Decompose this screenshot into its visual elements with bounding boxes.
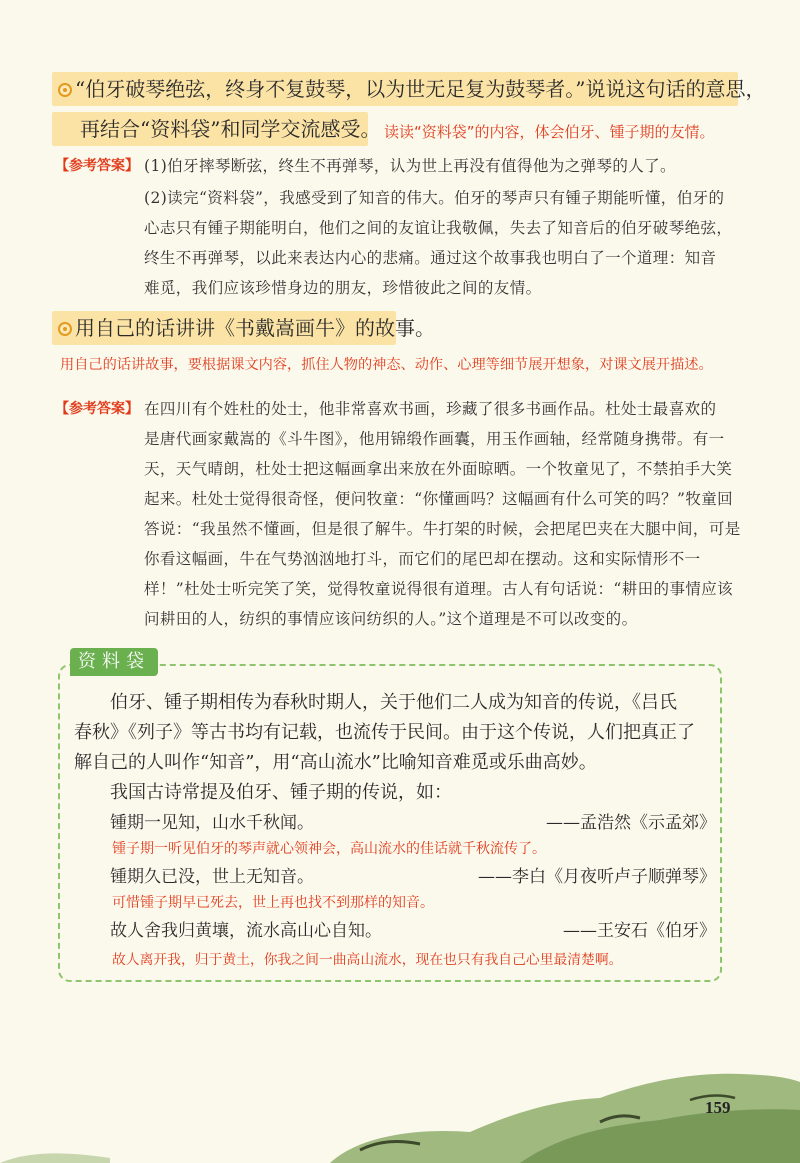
question-1-line-1: “伯牙破琴绝弦，终身不复鼓琴，以为世无足复为鼓琴者。”说说这句话的意思，: [58, 72, 765, 106]
poem-source: ——孟浩然《示孟郊》: [546, 813, 716, 833]
bullet-icon: [58, 322, 72, 336]
poem-note: 故人离开我，归于黄土，你我之间一曲高山流水，现在也只有我自己心里最清楚啊。: [112, 952, 623, 968]
poem-note: 可惜锺子期早已死去，世上再也找不到那样的知音。: [112, 895, 434, 911]
poem-line: 锺期一见知，山水千秋闻。: [110, 813, 314, 833]
resource-paragraph-line: 伯牙、锺子期相传为春秋时期人，关于他们二人成为知音的传说，《吕氏: [110, 692, 677, 713]
answer-1-tag: 【参考答案】: [55, 158, 139, 174]
answer-1-line: 难觅，我们应该珍惜身边的朋友，珍惜彼此之间的友情。: [144, 279, 542, 297]
answer-2-line: 问耕田的人，纺织的事情应该问纺织的人。”这个道理是不可以改变的。: [144, 610, 638, 628]
question-1-hint: 读读“资料袋”的内容，体会伯牙、锺子期的友情。: [384, 123, 715, 141]
poem-note: 锺子期一听见伯牙的琴声就心领神会，高山流水的佳话就千秋流传了。: [112, 841, 546, 857]
answer-1-line: 终生不再弹琴，以此来表达内心的悲痛。通过这个故事我也明白了一个道理：知音: [144, 249, 717, 267]
page-number: 159: [705, 1098, 731, 1117]
resource-paragraph-line: 解自己的人叫作“知音”，用“高山流水”比喻知音难觅或乐曲高妙。: [74, 752, 597, 773]
answer-2-line: 起来。杜处士觉得很奇怪，便问牧童：“你懂画吗？这幅画有什么可笑的吗？”牧童回: [144, 490, 734, 508]
answer-2-line: 样！”杜处士听完笑了笑，觉得牧童说得很有道理。古人有句话说：“耕田的事情应该: [144, 580, 734, 598]
question-2-line: 用自己的话讲讲《书戴嵩画牛》的故事。: [58, 311, 435, 345]
poem-source: ——李白《月夜听卢子顺弹琴》: [478, 867, 716, 887]
answer-1-line: (1)伯牙摔琴断弦，终生不再弹琴，认为世上再没有值得他为之弹琴的人了。: [144, 157, 676, 175]
answer-1-line: 心志只有锺子期能明白，他们之间的友谊让我敬佩，失去了知音后的伯牙破琴绝弦，: [144, 219, 733, 237]
answer-2-line: 天，天气晴朗，杜处士把这幅画拿出来放在外面晾晒。一个牧童见了，不禁拍手大笑: [144, 460, 733, 478]
answer-1-line: (2)读完“资料袋”，我感受到了知音的伟大。伯牙的琴声只有锺子期能听懂，伯牙的: [144, 189, 725, 207]
resource-paragraph-line: 春秋》《列子》等古书均有记载，也流传于民间。由于这个传说，人们把真正了: [74, 722, 695, 743]
question-1-line-2: 再结合“资料袋”和同学交流感受。: [80, 117, 381, 141]
resource-box-title: 资料袋: [70, 648, 158, 676]
answer-2-tag: 【参考答案】: [55, 401, 139, 417]
poem-line: 锺期久已没，世上无知音。: [110, 867, 314, 887]
answer-2-line: 答说：“我虽然不懂画，但是很了解牛。牛打架的时候，会把尾巴夹在大腿中间，可是: [144, 520, 741, 538]
answer-2-line: 是唐代画家戴嵩的《斗牛图》，他用锦缎作画囊，用玉作画轴，经常随身携带。有一: [144, 430, 725, 448]
poem-source: ——王安石《伯牙》: [563, 921, 716, 941]
landscape-illustration: [0, 1040, 800, 1163]
answer-2-line: 你看这幅画，牛在气势汹汹地打斗，而它们的尾巴却在摆动。这和实际情形不一: [144, 550, 701, 568]
question-2-hint: 用自己的话讲故事，要根据课文内容，抓住人物的神态、动作、心理等细节展开想象，对课文展开描述。: [60, 357, 713, 373]
bullet-icon: [58, 83, 72, 97]
answer-2-line: 在四川有个姓杜的处士，他非常喜欢书画，珍藏了很多书画作品。杜处士最喜欢的: [144, 400, 717, 418]
poem-line: 故人舍我归黄壤，流水高山心自知。: [110, 921, 382, 941]
resource-paragraph-line: 我国古诗常提及伯牙、锺子期的传说，如：: [110, 782, 452, 803]
